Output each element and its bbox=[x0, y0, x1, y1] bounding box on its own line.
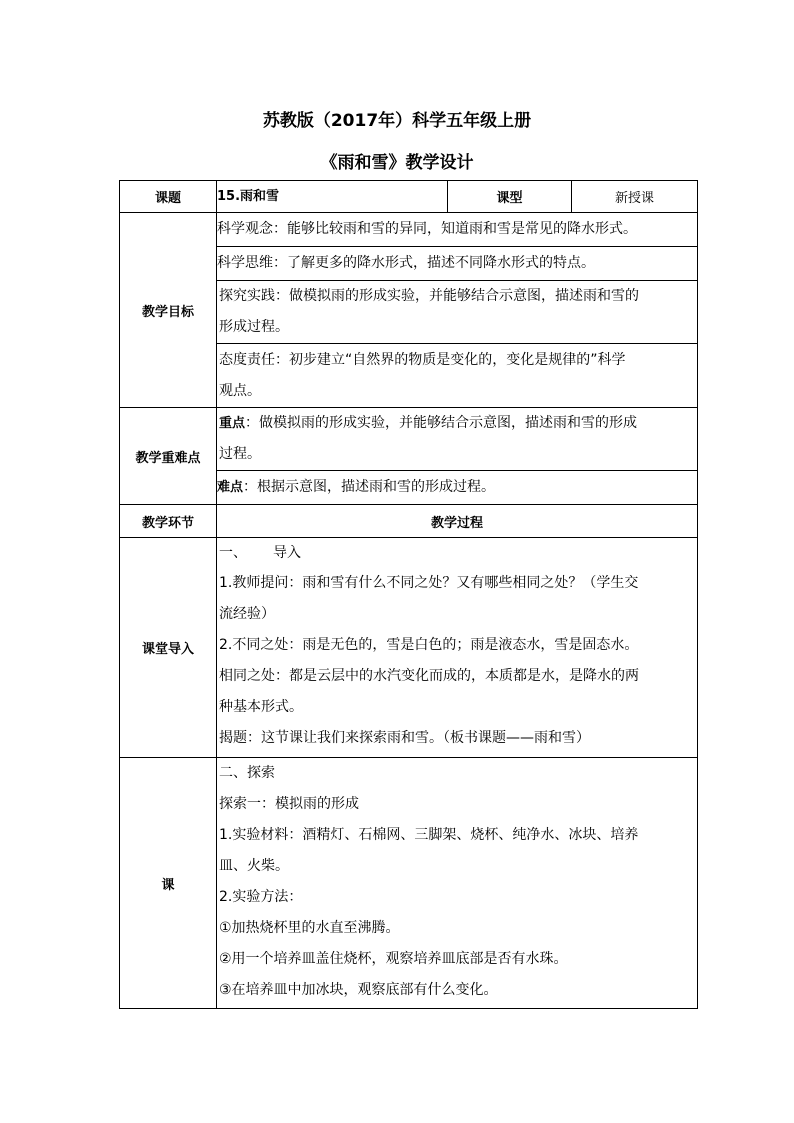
objectives-label: 教学目标 bbox=[120, 213, 217, 408]
objective-item: 科学思维：了解更多的降水形式，描述不同降水形式的特点。 bbox=[217, 247, 698, 281]
intro-line: 揭题：这节课让我们来探索雨和雪。（板书课题——雨和雪） bbox=[219, 730, 590, 746]
topic-label: 课题 bbox=[120, 181, 217, 213]
objective-line: 态度责任：初步建立“自然界的物质是变化的，变化是规律的”科学 bbox=[219, 351, 626, 368]
objective-line: 探究实践：做模拟雨的形成实验，并能够结合示意图，描述雨和雪的 bbox=[219, 288, 639, 304]
intro-label: 课堂导入 bbox=[120, 538, 217, 758]
type-value: 新授课 bbox=[572, 181, 698, 213]
explore-line: ①加热烧杯里的水直至沸腾。 bbox=[219, 920, 400, 936]
info-row bbox=[120, 181, 698, 213]
intro-line: 相同之处：都是云层中的水汽变化而成的，本质都是水，是降水的两 bbox=[219, 668, 639, 684]
document-title: 苏教版（2017年）科学五年级上册 bbox=[262, 111, 532, 131]
explore-label: 课 bbox=[120, 758, 217, 1009]
document-subtitle: 《雨和雪》教学设计 bbox=[320, 153, 474, 173]
objective-item bbox=[217, 281, 698, 344]
key-points-label: 教学重难点 bbox=[120, 408, 217, 505]
intro-heading: 导入 bbox=[273, 545, 301, 561]
explore-content bbox=[217, 758, 698, 1009]
objective-line: 观点。 bbox=[219, 382, 261, 399]
difficult-point bbox=[217, 471, 698, 505]
difficult-point-text: ：根据示意图，描述雨和雪的形成过程。 bbox=[243, 479, 496, 495]
explore-line: ②用一个培养皿盖住烧杯，观察培养皿底部是否有水珠。 bbox=[219, 951, 568, 967]
intro-line: 流经验） bbox=[219, 606, 275, 622]
explore-line: ③在培养皿中加冰块，观察底部有什么变化。 bbox=[219, 982, 498, 998]
type-label: 课型 bbox=[448, 181, 572, 213]
key-point bbox=[217, 408, 698, 471]
topic-value: 15.雨和雪 bbox=[217, 181, 448, 213]
explore-line: 探索一：模拟雨的形成 bbox=[219, 796, 359, 812]
key-point-tag: 重点 bbox=[219, 416, 246, 431]
intro-line: 种基本形式。 bbox=[219, 699, 303, 715]
objective-item bbox=[217, 344, 698, 408]
intro-line: 2.不同之处：雨是无色的，雪是白色的；雨是液态水，雪是固态水。 bbox=[219, 637, 639, 653]
objective-item: 科学观念：能够比较雨和雪的异同，知道雨和雪是常见的降水形式。 bbox=[217, 213, 698, 247]
difficult-point-tag: 难点 bbox=[217, 480, 244, 495]
explore-line: 2.实验方法： bbox=[219, 889, 303, 905]
intro-content bbox=[217, 538, 698, 758]
objective-line: 形成过程。 bbox=[219, 319, 289, 335]
lesson-plan-table bbox=[119, 180, 698, 1009]
explore-line: 皿、火柴。 bbox=[219, 858, 289, 874]
explore-line: 1.实验材料：酒精灯、石棉网、三脚架、烧杯、纯净水、冰块、培养 bbox=[219, 827, 639, 843]
process-column-header: 教学过程 bbox=[217, 505, 698, 538]
stage-column-header: 教学环节 bbox=[120, 505, 217, 538]
intro-heading-number: 一、 bbox=[219, 545, 247, 561]
intro-line: 1.教师提问：雨和雪有什么不同之处？又有哪些相同之处？（学生交 bbox=[219, 575, 639, 591]
explore-line: 二、探索 bbox=[219, 765, 275, 781]
key-point-text: ：做模拟雨的形成实验，并能够结合示意图，描述雨和雪的形成 bbox=[245, 415, 638, 431]
key-point-text: 过程。 bbox=[219, 446, 261, 462]
